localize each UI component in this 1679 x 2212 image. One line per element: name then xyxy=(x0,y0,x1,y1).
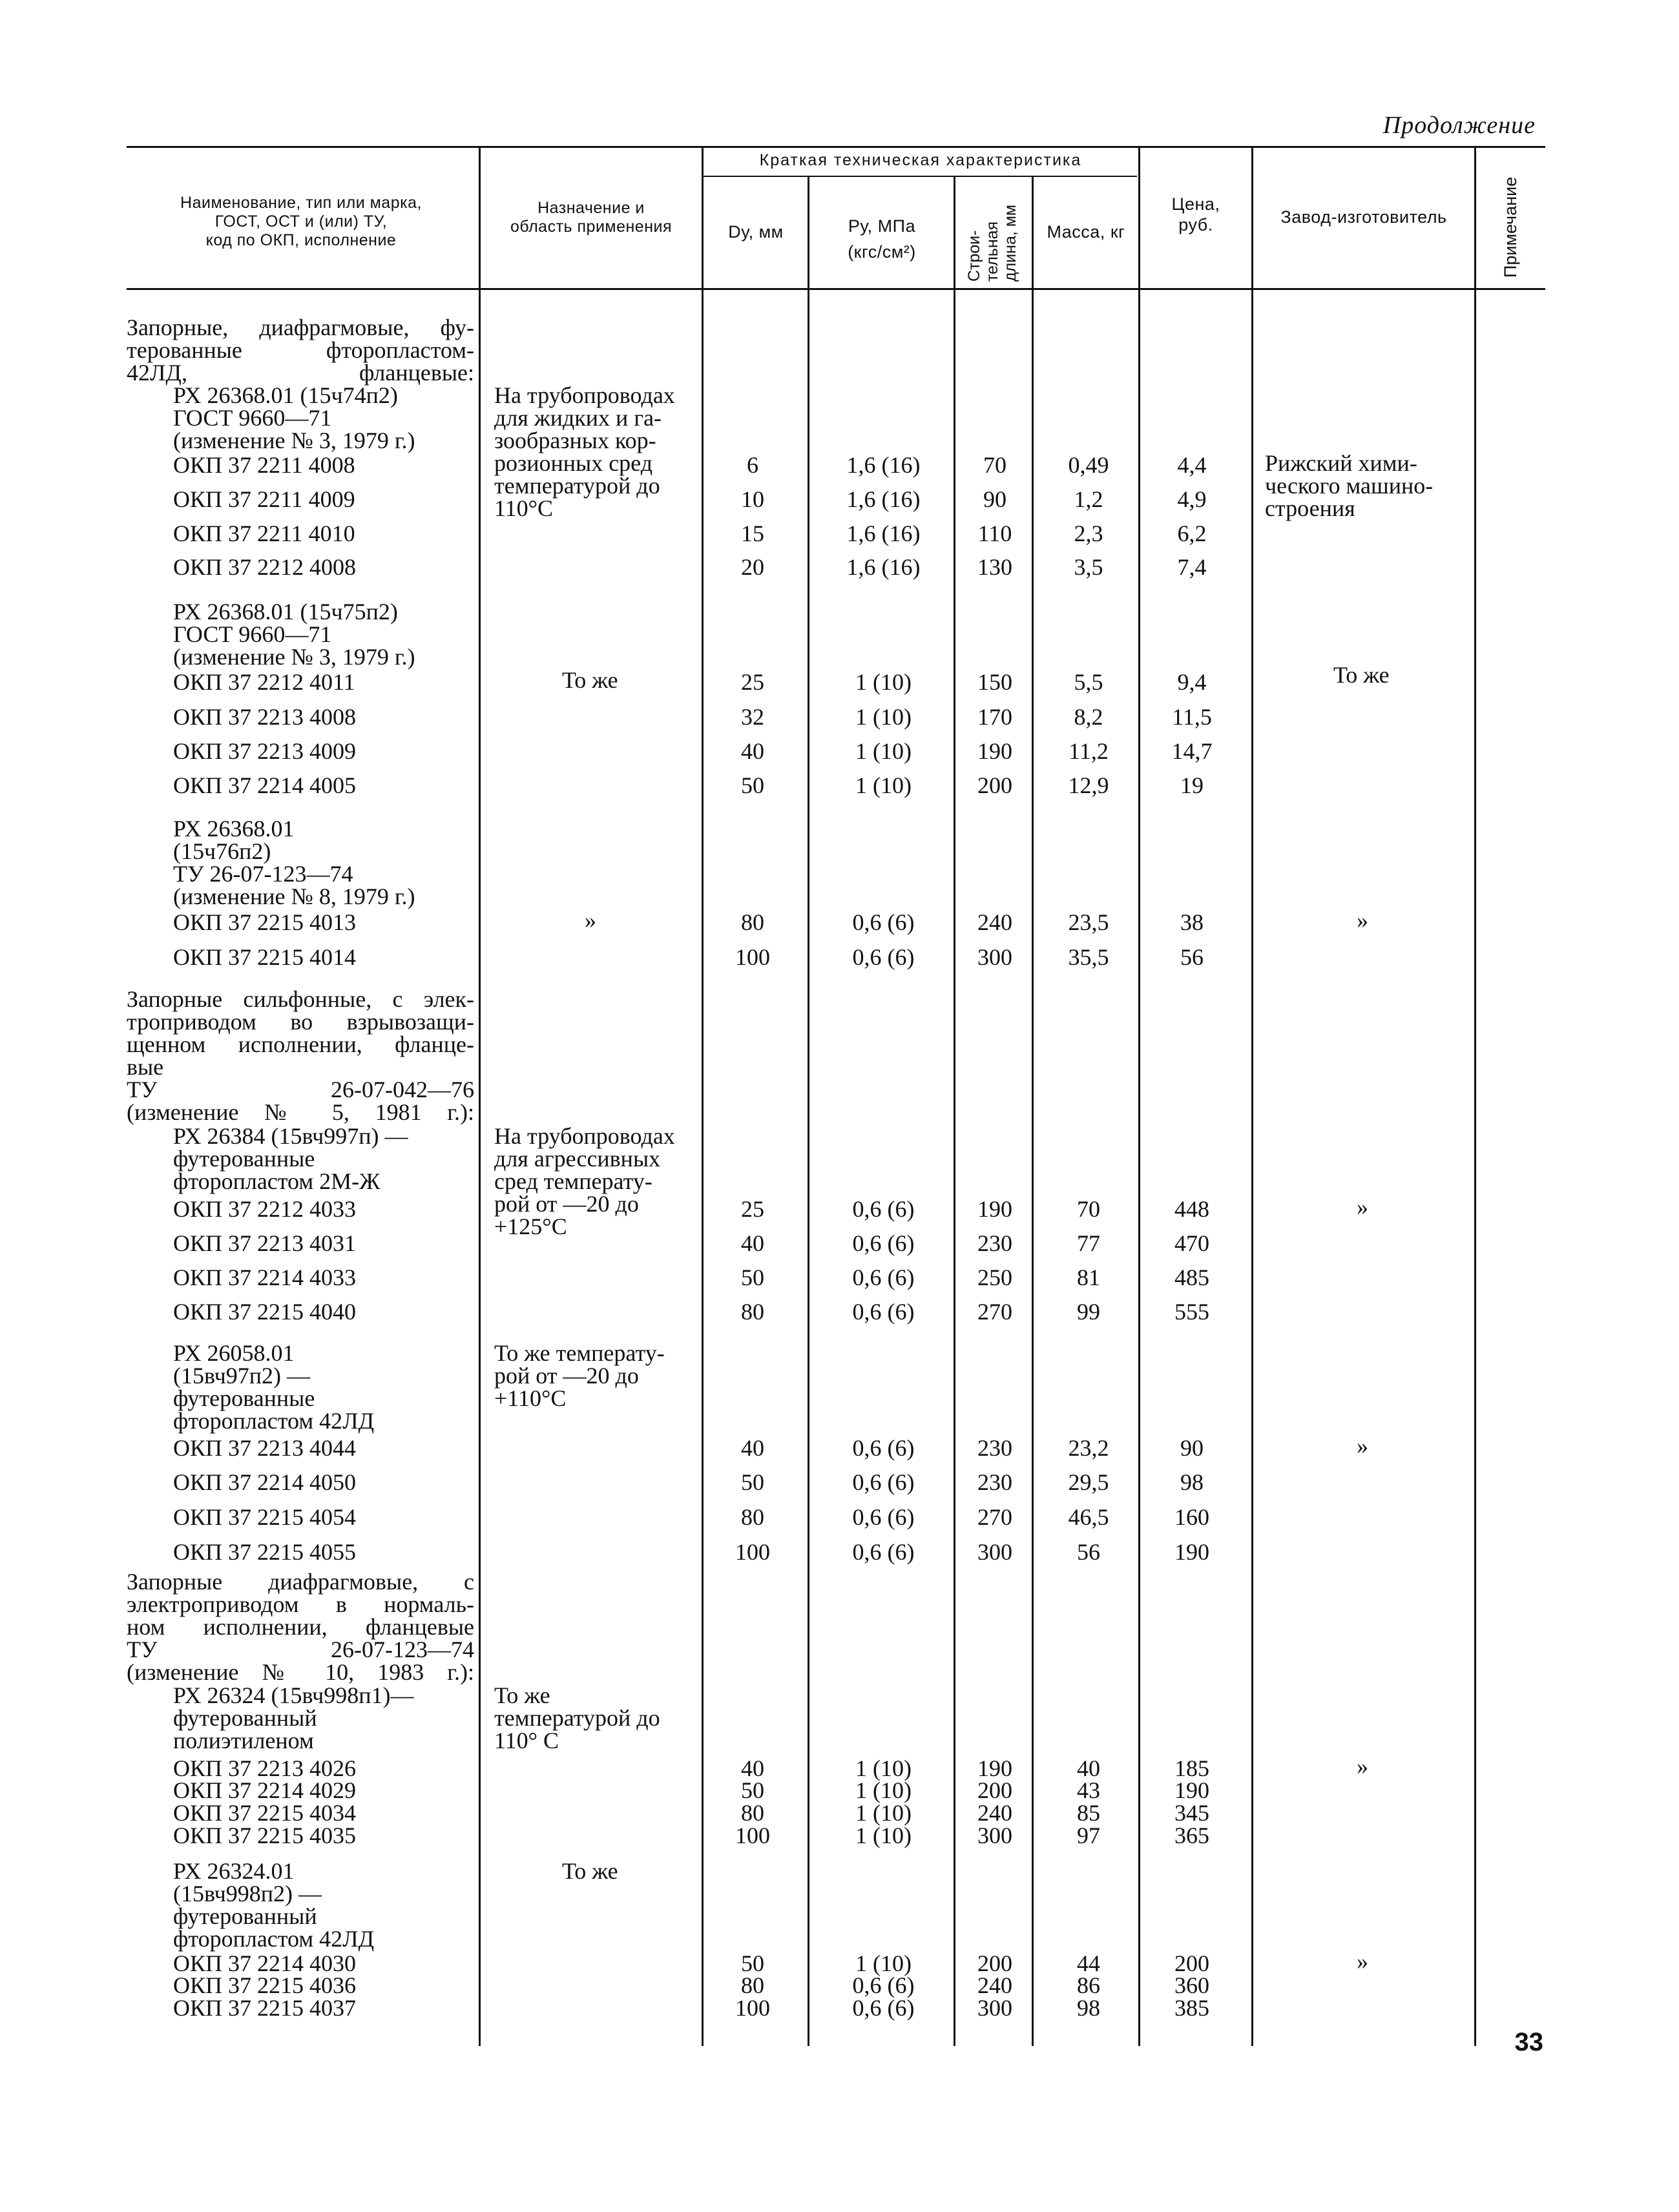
length-cell: 110 xyxy=(977,521,1012,546)
py-cell: 0,6 (6) xyxy=(852,1995,915,2021)
length-cell: 270 xyxy=(977,1299,1012,1325)
dy-cell: 50 xyxy=(741,772,764,798)
text-line: На трубопроводах xyxy=(494,1123,675,1149)
okp-code-cell: ОКП 37 2214 4033 xyxy=(173,1265,357,1290)
header-py: Pу, МПа (кгс/см²) xyxy=(848,216,916,262)
mass-cell: 86 xyxy=(1077,1972,1100,1998)
text-line: (изменение № 10, 1983 г.): xyxy=(127,1659,474,1685)
text-line: футерованный xyxy=(173,1705,317,1731)
text-line: полиэтиленом xyxy=(173,1728,314,1753)
text-line: футерованные xyxy=(173,1385,315,1411)
okp-code-cell: ОКП 37 2212 4011 xyxy=(173,669,355,695)
dy-cell: 25 xyxy=(741,669,764,695)
mass-cell: 43 xyxy=(1077,1777,1100,1803)
length-cell: 300 xyxy=(977,1995,1012,2021)
continuation-label: Продолжение xyxy=(1382,112,1536,139)
table-row xyxy=(0,1539,1679,1565)
price-cell: 360 xyxy=(1174,1972,1209,1998)
purpose-text xyxy=(494,1684,660,1752)
dy-cell: 40 xyxy=(741,1755,764,1781)
dy-cell: 80 xyxy=(741,909,764,935)
dy-cell: 50 xyxy=(741,1265,764,1290)
text-line: фторопластом 2М-Ж xyxy=(173,1168,381,1194)
mass-cell: 23,2 xyxy=(1068,1435,1109,1461)
mass-cell: 11,2 xyxy=(1069,738,1109,764)
okp-code-cell: ОКП 37 2214 4030 xyxy=(173,1950,357,1976)
dy-cell: 40 xyxy=(741,1435,764,1461)
text-line: РХ 26324.01 xyxy=(173,1858,295,1884)
text-line: » xyxy=(585,907,596,933)
py-cell: 1 (10) xyxy=(855,1800,912,1826)
mass-cell: 5,5 xyxy=(1074,669,1103,695)
length-cell: 130 xyxy=(977,554,1012,580)
okp-code-cell: ОКП 37 2214 4005 xyxy=(173,772,357,798)
dy-cell: 25 xyxy=(741,1196,764,1222)
okp-code-cell: ОКП 37 2213 4009 xyxy=(173,738,357,764)
text-line: (изменение № 3, 1979 г.) xyxy=(173,428,415,453)
text-line: РХ 26058.01 xyxy=(173,1340,295,1366)
header-dy: Dу, мм xyxy=(728,222,784,242)
header-note: Примечание xyxy=(1501,176,1520,278)
mass-cell: 56 xyxy=(1077,1539,1100,1565)
dy-cell: 80 xyxy=(741,1504,764,1530)
text-line: » xyxy=(1357,1753,1368,1779)
header-length: Строи- тельная длина, мм xyxy=(965,204,1019,282)
py-cell: 1 (10) xyxy=(855,1823,912,1848)
text-line: (15ч76п2) xyxy=(173,838,271,864)
dy-cell: 32 xyxy=(741,704,764,730)
header-price: Цена, руб. xyxy=(1171,194,1220,234)
text-line: ТУ 26-07-123—74 xyxy=(173,861,353,887)
py-cell: 1 (10) xyxy=(855,1950,912,1976)
py-cell: 1 (10) xyxy=(855,1755,912,1781)
price-cell: 98 xyxy=(1180,1469,1204,1495)
text-line: +125°С xyxy=(494,1214,567,1239)
dy-cell: 50 xyxy=(741,1469,764,1495)
mass-cell: 1,2 xyxy=(1074,486,1103,512)
text-line: розионных сред xyxy=(494,450,653,476)
py-cell: 0,6 (6) xyxy=(852,944,915,970)
py-cell: 0,6 (6) xyxy=(852,1469,915,1495)
group-title xyxy=(127,988,474,1124)
py-cell: 0,6 (6) xyxy=(852,1539,915,1565)
okp-code-cell: ОКП 37 2212 4033 xyxy=(173,1196,357,1222)
text-line: На трубопроводах xyxy=(494,382,675,408)
mass-cell: 35,5 xyxy=(1068,944,1109,970)
okp-code-cell: ОКП 37 2215 4034 xyxy=(173,1800,357,1826)
dy-cell: 100 xyxy=(735,1539,770,1565)
text-line: (изменение № 8, 1979 г.) xyxy=(173,884,415,909)
tech-group-rule xyxy=(703,176,1137,177)
text-line: терованные фторопластом- xyxy=(127,337,474,363)
text-line: ГОСТ 9660—71 xyxy=(173,621,332,647)
subgroup-title xyxy=(173,1125,408,1193)
price-cell: 14,7 xyxy=(1171,738,1213,764)
py-cell: 0,6 (6) xyxy=(852,1435,915,1461)
text-line: То же xyxy=(494,1682,550,1708)
purpose-text xyxy=(562,1860,618,1883)
price-cell: 160 xyxy=(1174,1504,1209,1530)
table-row xyxy=(0,772,1679,798)
text-line: То же температу- xyxy=(494,1340,665,1366)
table-row xyxy=(0,1995,1679,2021)
price-cell: 365 xyxy=(1174,1823,1209,1848)
text-line: » xyxy=(1357,1194,1368,1220)
mass-cell: 99 xyxy=(1077,1299,1100,1325)
length-cell: 240 xyxy=(977,1972,1012,1998)
length-cell: 300 xyxy=(977,1539,1012,1565)
mass-cell: 98 xyxy=(1077,1995,1100,2021)
text-line: РХ 26368.01 xyxy=(173,816,295,842)
okp-code-cell: ОКП 37 2214 4029 xyxy=(173,1777,357,1803)
text-line: температурой до xyxy=(494,1705,660,1731)
text-line: щенном исполнении, фланце- xyxy=(127,1031,474,1057)
dy-cell: 6 xyxy=(747,452,758,478)
table-row xyxy=(0,944,1679,970)
table-row xyxy=(0,669,1679,695)
table-row xyxy=(0,1972,1679,1998)
purpose-text xyxy=(494,1342,665,1410)
text-line: троприводом во взрывозащи- xyxy=(127,1009,474,1035)
length-cell: 240 xyxy=(977,1800,1012,1826)
header-bottom-rule xyxy=(127,288,1545,290)
price-cell: 470 xyxy=(1174,1230,1209,1256)
okp-code-cell: ОКП 37 2213 4008 xyxy=(173,704,357,730)
price-cell: 190 xyxy=(1174,1777,1209,1803)
price-cell: 11,5 xyxy=(1172,704,1212,730)
table-row xyxy=(0,554,1679,580)
py-cell: 0,6 (6) xyxy=(852,1299,915,1325)
subgroup-title xyxy=(173,1342,374,1432)
price-cell: 7,4 xyxy=(1177,554,1207,580)
dy-cell: 80 xyxy=(741,1800,764,1826)
table-row xyxy=(0,1469,1679,1495)
text-line: фторопластом 42ЛД xyxy=(173,1926,375,1952)
price-cell: 385 xyxy=(1174,1995,1209,2021)
length-cell: 150 xyxy=(977,669,1012,695)
subgroup-title xyxy=(173,1684,413,1752)
length-cell: 300 xyxy=(977,944,1012,970)
text-line: ТУ 26-07-042—76 xyxy=(127,1077,474,1102)
text-line: для агрессивных xyxy=(494,1146,661,1172)
text-line: Запорные сильфонные, с элек- xyxy=(127,986,474,1012)
mass-cell: 29,5 xyxy=(1068,1469,1109,1495)
text-line: То же xyxy=(562,1858,618,1884)
subgroup-title xyxy=(173,818,415,908)
py-cell: 1 (10) xyxy=(855,704,912,730)
dy-cell: 10 xyxy=(741,486,764,512)
text-line: РХ 26368.01 (15ч75п2) xyxy=(173,599,398,625)
price-cell: 185 xyxy=(1174,1755,1209,1781)
text-line: зообразных кор- xyxy=(494,428,656,453)
header-mass: Масса, кг xyxy=(1047,222,1125,242)
mass-cell: 97 xyxy=(1077,1823,1100,1848)
text-line: для жидких и га- xyxy=(494,405,662,431)
okp-code-cell: ОКП 37 2215 4037 xyxy=(173,1995,357,2021)
length-cell: 70 xyxy=(983,452,1006,478)
dy-cell: 100 xyxy=(735,944,770,970)
subgroup-title xyxy=(173,1860,374,1950)
dy-cell: 40 xyxy=(741,738,764,764)
mass-cell: 77 xyxy=(1077,1230,1100,1256)
py-cell: 0,6 (6) xyxy=(852,1230,915,1256)
text-line: рой от —20 до xyxy=(494,1191,639,1217)
text-line: ческого машино- xyxy=(1265,473,1434,499)
length-cell: 250 xyxy=(977,1265,1012,1290)
text-line: » xyxy=(1357,907,1368,933)
okp-code-cell: ОКП 37 2215 4040 xyxy=(173,1299,357,1325)
text-line: ТУ 26-07-123—74 xyxy=(127,1637,474,1662)
okp-code-cell: ОКП 37 2215 4014 xyxy=(173,944,357,970)
okp-code-cell: ОКП 37 2213 4026 xyxy=(173,1755,357,1781)
length-cell: 300 xyxy=(977,1823,1012,1848)
text-line: футерованные xyxy=(173,1146,315,1172)
mass-cell: 3,5 xyxy=(1074,554,1103,580)
dy-cell: 100 xyxy=(735,1823,770,1848)
length-cell: 240 xyxy=(977,909,1012,935)
price-cell: 4,9 xyxy=(1177,486,1207,512)
okp-code-cell: ОКП 37 2211 4008 xyxy=(173,452,355,478)
text-line: (15вч97п2) — xyxy=(173,1363,310,1389)
text-line: Рижский хими- xyxy=(1265,450,1417,476)
py-cell: 1 (10) xyxy=(855,1777,912,1803)
mass-cell: 70 xyxy=(1077,1196,1100,1222)
mass-cell: 85 xyxy=(1077,1800,1100,1826)
mass-cell: 23,5 xyxy=(1068,909,1109,935)
table-row xyxy=(0,738,1679,764)
header-name: Наименование, тип или марка, ГОСТ, ОСТ и (или) ТУ, код по ОКП, исполнение xyxy=(180,194,422,249)
text-line: РХ 26324 (15вч998п1)— xyxy=(173,1682,414,1708)
subgroup-title xyxy=(173,384,415,452)
mass-cell: 2,3 xyxy=(1074,521,1103,546)
length-cell: 190 xyxy=(977,1196,1012,1222)
table-row xyxy=(0,1265,1679,1290)
text-line: температурой до xyxy=(494,473,660,499)
table-row xyxy=(0,1435,1679,1461)
price-cell: 56 xyxy=(1180,944,1204,970)
length-cell: 190 xyxy=(977,738,1012,764)
text-line: » xyxy=(1357,1433,1368,1459)
table-row xyxy=(0,1299,1679,1325)
mass-cell: 44 xyxy=(1077,1950,1100,1976)
table-row xyxy=(0,1823,1679,1848)
text-line: фторопластом 42ЛД xyxy=(173,1408,375,1434)
price-cell: 485 xyxy=(1174,1265,1209,1290)
text-line: ГОСТ 9660—71 xyxy=(173,405,332,431)
price-cell: 555 xyxy=(1174,1299,1209,1325)
table-row xyxy=(0,1196,1679,1222)
table-row xyxy=(0,909,1679,935)
length-cell: 200 xyxy=(977,772,1012,798)
okp-code-cell: ОКП 37 2215 4055 xyxy=(173,1539,357,1565)
py-cell: 0,6 (6) xyxy=(852,1196,915,1222)
header-plant: Завод-изготовитель xyxy=(1280,207,1447,227)
price-cell: 200 xyxy=(1174,1950,1209,1976)
mass-cell: 40 xyxy=(1077,1755,1100,1781)
header-purpose: Назначение и область применения xyxy=(510,199,673,236)
price-cell: 345 xyxy=(1174,1800,1209,1826)
price-cell: 90 xyxy=(1180,1435,1204,1461)
text-line: рой от —20 до xyxy=(494,1363,639,1389)
text-line: (изменение № 5, 1981 г.): xyxy=(127,1099,474,1125)
okp-code-cell: ОКП 37 2211 4009 xyxy=(173,486,355,512)
okp-code-cell: ОКП 37 2211 4010 xyxy=(173,521,355,546)
text-line: Запорные диафрагмовые, с xyxy=(127,1569,474,1595)
length-cell: 230 xyxy=(977,1230,1012,1256)
mass-cell: 0,49 xyxy=(1068,452,1109,478)
length-cell: 170 xyxy=(977,704,1012,730)
text-line: РХ 26368.01 (15ч74п2) xyxy=(173,382,398,408)
mass-cell: 8,2 xyxy=(1074,704,1103,730)
length-cell: 200 xyxy=(977,1950,1012,1976)
py-cell: 0,6 (6) xyxy=(852,1972,915,1998)
length-cell: 190 xyxy=(977,1755,1012,1781)
table-row xyxy=(0,1504,1679,1530)
py-cell: 0,6 (6) xyxy=(852,1265,915,1290)
group-title xyxy=(127,1571,474,1684)
dy-cell: 80 xyxy=(741,1299,764,1325)
price-cell: 448 xyxy=(1174,1196,1209,1222)
table-row xyxy=(0,1777,1679,1803)
price-cell: 9,4 xyxy=(1177,669,1207,695)
text-line: +110°С xyxy=(494,1385,567,1411)
okp-code-cell: ОКП 37 2213 4044 xyxy=(173,1435,357,1461)
text-line: РХ 26384 (15вч997п) — xyxy=(173,1123,408,1149)
table-row xyxy=(0,1230,1679,1256)
header-tech-group: Краткая техническая характеристика xyxy=(759,151,1082,169)
mass-cell: 81 xyxy=(1077,1265,1100,1290)
table-row xyxy=(0,704,1679,730)
py-cell: 1,6 (16) xyxy=(846,452,921,478)
text-line: (15вч998п2) — xyxy=(173,1881,322,1907)
length-cell: 230 xyxy=(977,1469,1012,1495)
subgroup-title xyxy=(173,601,415,668)
dy-cell: 80 xyxy=(741,1972,764,1998)
okp-code-cell: ОКП 37 2212 4008 xyxy=(173,554,357,580)
text-line: » xyxy=(1357,1948,1368,1974)
length-cell: 90 xyxy=(983,486,1006,512)
text-line: То же xyxy=(562,667,618,693)
text-line: сред температу- xyxy=(494,1168,652,1194)
dy-cell: 100 xyxy=(735,1995,770,2021)
dy-cell: 20 xyxy=(741,554,764,580)
price-cell: 19 xyxy=(1180,772,1204,798)
py-cell: 1 (10) xyxy=(855,772,912,798)
dy-cell: 40 xyxy=(741,1230,764,1256)
price-cell: 38 xyxy=(1180,909,1204,935)
py-cell: 0,6 (6) xyxy=(852,909,915,935)
py-cell: 1 (10) xyxy=(855,669,912,695)
table-top-rule xyxy=(127,146,1545,148)
dy-cell: 15 xyxy=(741,521,764,546)
text-line: 110°С xyxy=(494,495,554,521)
dy-cell: 50 xyxy=(741,1950,764,1976)
text-line: Запорные, диафрагмовые, фу- xyxy=(127,315,474,340)
price-cell: 190 xyxy=(1174,1539,1209,1565)
text-line: электроприводом в нормаль- xyxy=(127,1591,474,1617)
okp-code-cell: ОКП 37 2215 4036 xyxy=(173,1972,357,1998)
length-cell: 200 xyxy=(977,1777,1012,1803)
text-line: То же xyxy=(1333,662,1390,688)
table-row xyxy=(0,521,1679,546)
okp-code-cell: ОКП 37 2215 4013 xyxy=(173,909,357,935)
group-title xyxy=(127,316,474,384)
mass-cell: 46,5 xyxy=(1068,1504,1109,1530)
text-line: 42ЛД, фланцевые: xyxy=(127,360,474,386)
py-cell: 1,6 (16) xyxy=(846,521,921,546)
text-line: футерованный xyxy=(173,1903,317,1929)
table-row xyxy=(0,452,1679,478)
okp-code-cell: ОКП 37 2214 4050 xyxy=(173,1469,357,1495)
text-line: (изменение № 3, 1979 г.) xyxy=(173,644,415,670)
okp-code-cell: ОКП 37 2215 4035 xyxy=(173,1823,357,1848)
price-cell: 4,4 xyxy=(1177,452,1207,478)
okp-code-cell: ОКП 37 2213 4031 xyxy=(173,1230,357,1256)
text-line: 110° С xyxy=(494,1728,559,1753)
py-cell: 1 (10) xyxy=(855,738,912,764)
mass-cell: 12,9 xyxy=(1068,772,1109,798)
length-cell: 270 xyxy=(977,1504,1012,1530)
py-cell: 0,6 (6) xyxy=(852,1504,915,1530)
okp-code-cell: ОКП 37 2215 4054 xyxy=(173,1504,357,1530)
py-cell: 1,6 (16) xyxy=(846,554,921,580)
text-line: ном исполнении, фланцевые xyxy=(127,1614,474,1640)
length-cell: 230 xyxy=(977,1435,1012,1461)
dy-cell: 50 xyxy=(741,1777,764,1803)
text-line: строения xyxy=(1265,495,1355,521)
py-cell: 1,6 (16) xyxy=(846,486,921,512)
page-number: 33 xyxy=(1514,2028,1543,2056)
price-cell: 6,2 xyxy=(1177,521,1207,546)
text-line: вые xyxy=(127,1054,164,1080)
table-row xyxy=(0,1800,1679,1826)
table-row xyxy=(0,486,1679,512)
